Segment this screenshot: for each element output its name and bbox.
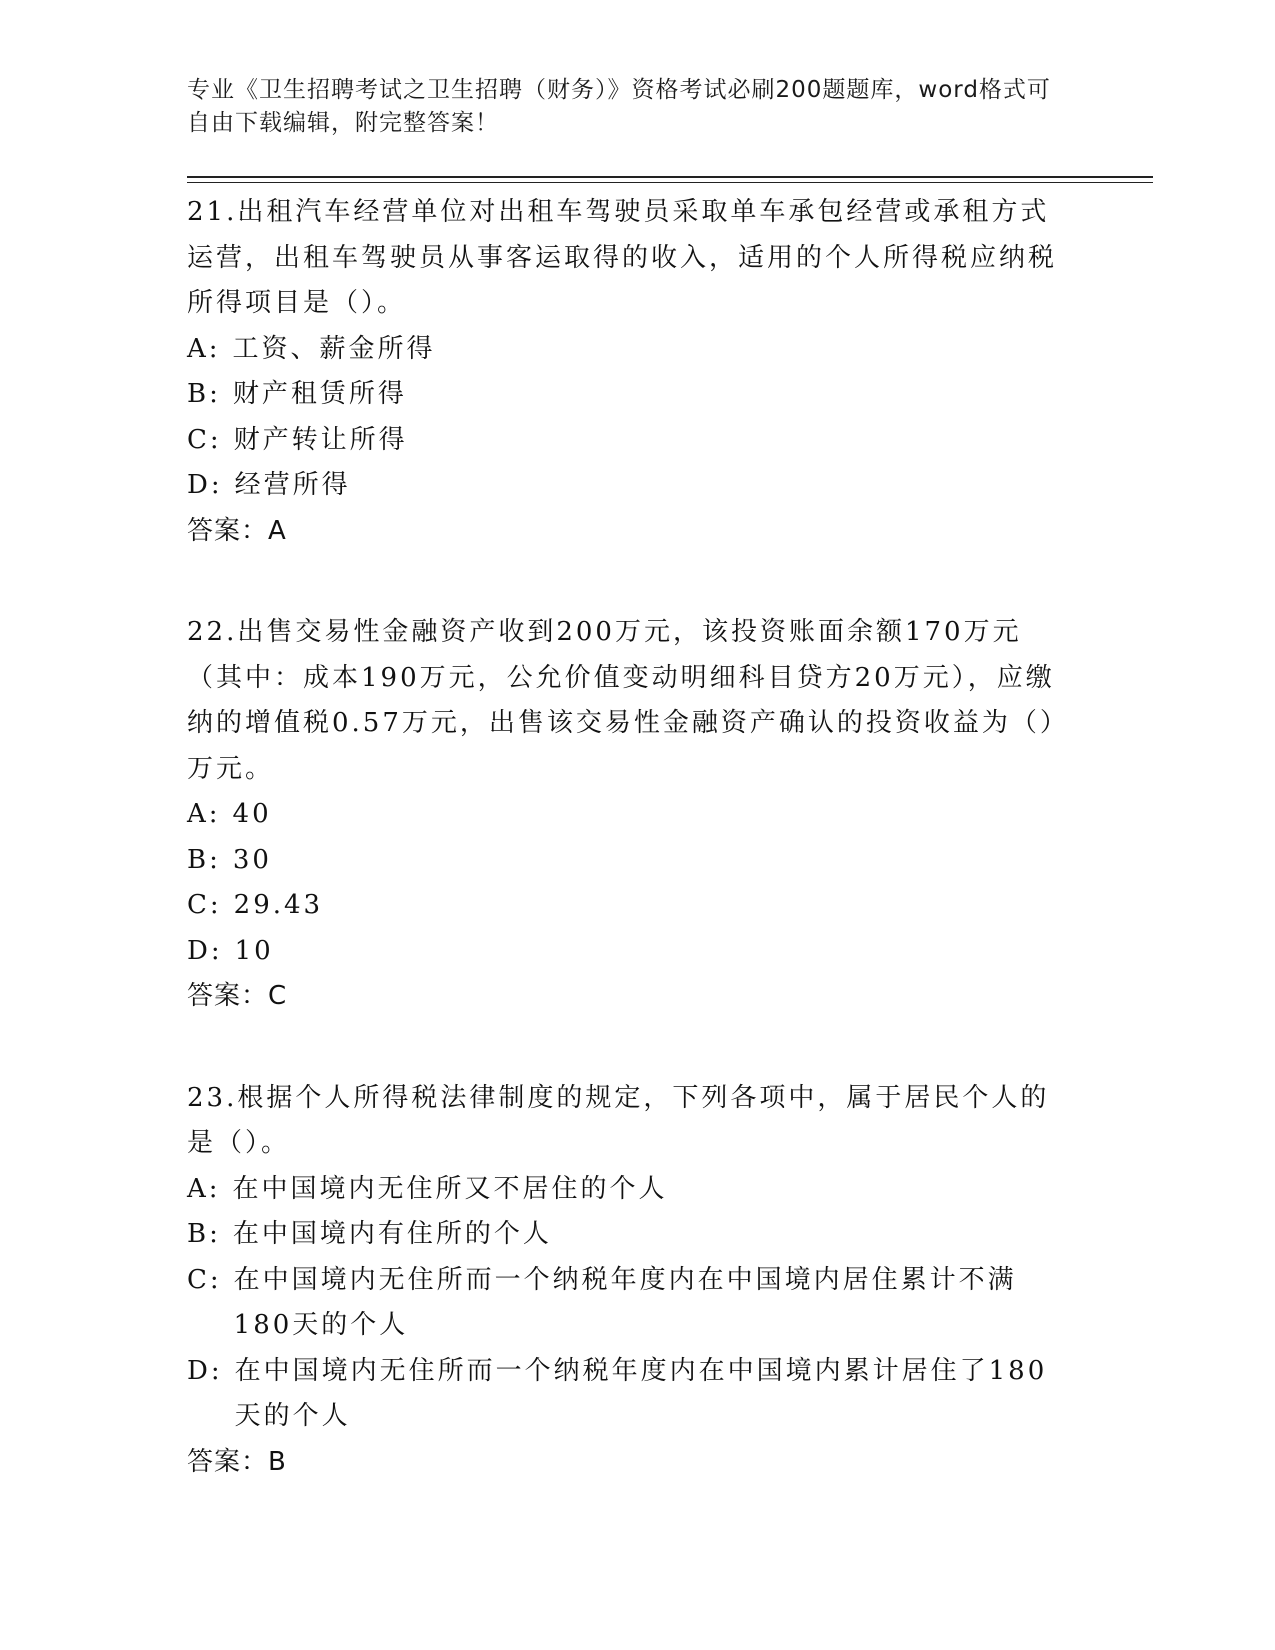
option-b (187, 838, 1072, 884)
question-stem: 21.出租汽车经营单位对出租车驾驶员采取单车承包经营或承租方式运营，出租车驾驶员从事客运取得的收入，适用的个人所得税应纳税所得项目是（）。 (187, 197, 1058, 318)
answer-line: 答案：C (187, 981, 288, 1011)
option-a (187, 792, 1072, 838)
option-d (187, 463, 1072, 509)
option-text: 工资、薪金所得 (232, 333, 436, 364)
option-b (187, 1212, 1072, 1258)
option-key: B: (187, 1219, 221, 1249)
option-text: 财产租赁所得 (232, 379, 407, 409)
option-key: A: (187, 1173, 221, 1204)
header-intro-text: 专业《卫生招聘考试之卫生招聘（财务）》资格考试必刷200题题库，word格式可自由下载编辑，附完整答案！ (187, 77, 1051, 136)
option-text: 在中国境内无住所又不居住的个人 (232, 1173, 668, 1204)
answer-line: 答案：A (187, 515, 287, 546)
option-text: 10 (234, 935, 274, 966)
option-text: 财产转让所得 (233, 424, 408, 455)
question-stem: 22.出售交易性金融资产收到200万元，该投资账面余额170万元（其中：成本190万元，公允价值变动明细科目贷方20万元），应缴纳的增值税0.57万元，出售该交易性金融资产确认的投资收益为（）万元。 (187, 617, 1069, 784)
header-divider-thin (187, 182, 1153, 183)
option-text: 40 (232, 799, 272, 829)
option-key: D: (187, 470, 223, 500)
option-a (187, 1167, 1072, 1213)
option-key: B: (187, 379, 221, 409)
option-b (187, 372, 1072, 418)
option-d (187, 929, 1072, 975)
question-21 (187, 190, 1072, 554)
option-d (187, 1349, 1072, 1440)
option-key: D: (187, 1355, 223, 1386)
option-key: B: (187, 844, 221, 875)
document-header (187, 74, 1067, 140)
option-key: D: (187, 935, 223, 966)
question-23 (187, 1076, 1072, 1486)
question-stem: 23.根据个人所得税法律制度的规定，下列各项中，属于居民个人的是（）。 (187, 1082, 1050, 1158)
option-text: 在中国境内有住所的个人 (232, 1219, 552, 1249)
option-c (187, 1258, 1072, 1349)
option-key: A: (187, 799, 221, 829)
option-c (187, 883, 1072, 929)
option-text: 29.43 (233, 890, 324, 920)
option-text: 经营所得 (234, 470, 351, 500)
question-22 (187, 610, 1072, 1020)
answer-line: 答案：B (187, 1446, 287, 1477)
option-key: A: (187, 333, 221, 364)
header-divider-thick (187, 176, 1153, 178)
question-list (187, 190, 1072, 1541)
option-text: 在中国境内无住所而一个纳税年度内在中国境内累计居住了180天的个人 (234, 1355, 1048, 1431)
option-key: C: (187, 424, 222, 455)
option-c (187, 418, 1072, 464)
option-key: C: (187, 1264, 222, 1295)
option-text: 在中国境内无住所而一个纳税年度内在中国境内居住累计不满180天的个人 (233, 1264, 1017, 1340)
option-key: C: (187, 890, 222, 920)
option-text: 30 (232, 844, 272, 875)
option-a (187, 327, 1072, 373)
